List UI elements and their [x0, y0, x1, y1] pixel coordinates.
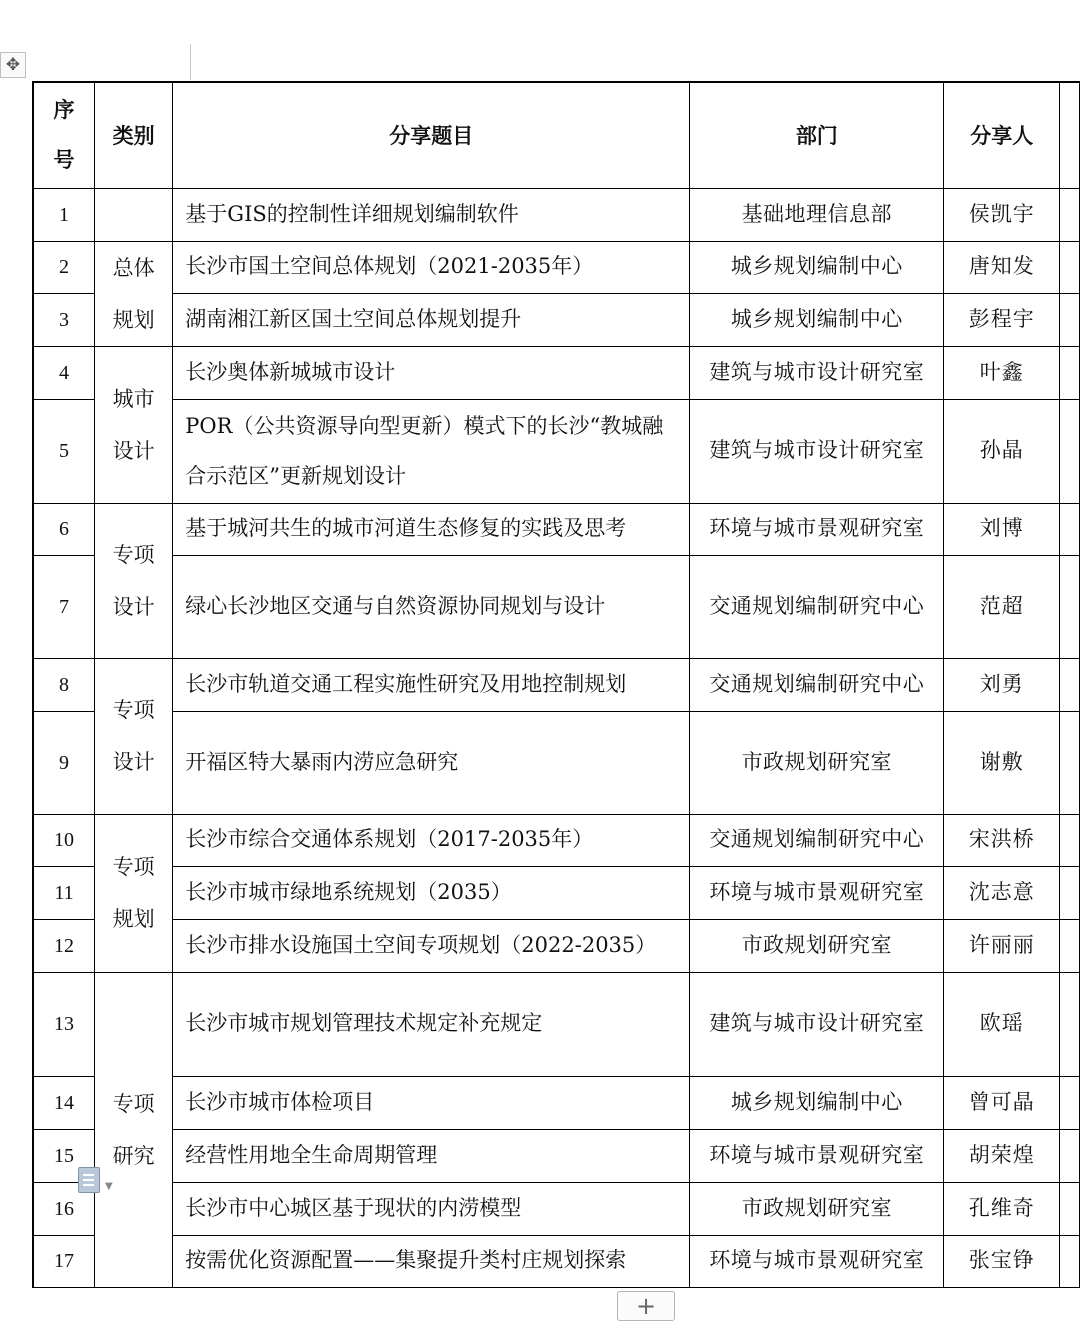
plus-icon: + [635, 1292, 657, 1320]
topic-cell: 长沙市轨道交通工程实施性研究及用地控制规划 [173, 658, 690, 711]
header-topic: 分享题目 [173, 82, 690, 188]
table-row [33, 399, 1080, 503]
category-cell: 专项 规划 [95, 814, 173, 972]
presenter-cell: 沈志意 [944, 866, 1060, 919]
topic-cell: 长沙市排水设施国土空间专项规划（2022-2035） [173, 919, 690, 972]
topic-cell: 长沙奥体新城城市设计 [173, 346, 690, 399]
presenter-cell: 刘勇 [944, 658, 1060, 711]
presenter-cell: 叶鑫 [944, 346, 1060, 399]
row-number: 9 [33, 711, 95, 814]
presenter-cell: 宋洪桥 [944, 814, 1060, 866]
move-arrows-icon: ✥ [5, 55, 21, 75]
department-cell: 建筑与城市设计研究室 [690, 972, 944, 1076]
department-cell: 环境与城市景观研究室 [690, 866, 944, 919]
overflow-cell [1060, 866, 1080, 919]
topic-cell: 湖南湘江新区国土空间总体规划提升 [173, 293, 690, 346]
topic-cell: POR（公共资源导向型更新）模式下的长沙“教城融合示范区”更新规划设计 [173, 399, 690, 503]
overflow-cell [1060, 399, 1080, 503]
department-cell: 城乡规划编制中心 [690, 293, 944, 346]
department-cell: 建筑与城市设计研究室 [690, 399, 944, 503]
overflow-cell [1060, 814, 1080, 866]
overflow-column [1060, 82, 1080, 188]
category-cell: 城市 设计 [95, 346, 173, 503]
overflow-cell [1060, 188, 1080, 241]
table-row [33, 503, 1080, 555]
row-number: 16 [33, 1182, 95, 1235]
row-number: 14 [33, 1076, 95, 1129]
row-number: 4 [33, 346, 95, 399]
overflow-cell [1060, 1182, 1080, 1235]
table-row [33, 293, 1080, 346]
topic-cell: 基于GIS的控制性详细规划编制软件 [173, 188, 690, 241]
row-number: 17 [33, 1235, 95, 1287]
table-row [33, 346, 1080, 399]
department-cell: 城乡规划编制中心 [690, 1076, 944, 1129]
department-cell: 环境与城市景观研究室 [690, 1235, 944, 1287]
table-row [33, 555, 1080, 658]
add-row-button[interactable] [617, 1291, 675, 1321]
table-row [33, 919, 1080, 972]
row-number: 13 [33, 972, 95, 1076]
chevron-down-icon: ▼ [105, 1180, 113, 1192]
table-row [33, 972, 1080, 1076]
topic-cell: 长沙市中心城区基于现状的内涝模型 [173, 1182, 690, 1235]
presenter-cell: 侯凯宇 [944, 188, 1060, 241]
overflow-cell [1060, 503, 1080, 555]
presenter-cell: 胡荣煌 [944, 1129, 1060, 1182]
department-cell: 环境与城市景观研究室 [690, 1129, 944, 1182]
department-cell: 市政规划研究室 [690, 711, 944, 814]
sharing-schedule-table [32, 81, 1080, 1288]
row-number: 10 [33, 814, 95, 866]
row-number: 5 [33, 399, 95, 503]
row-number: 7 [33, 555, 95, 658]
table-row [33, 188, 1080, 241]
row-number: 12 [33, 919, 95, 972]
presenter-cell: 刘博 [944, 503, 1060, 555]
row-number: 8 [33, 658, 95, 711]
presenter-cell: 欧瑶 [944, 972, 1060, 1076]
overflow-cell [1060, 346, 1080, 399]
paste-options-button[interactable] [78, 1166, 124, 1194]
topic-cell: 绿心长沙地区交通与自然资源协同规划与设计 [173, 555, 690, 658]
overflow-cell [1060, 1129, 1080, 1182]
department-cell: 交通规划编制研究中心 [690, 814, 944, 866]
category-cell: 专项 设计 [95, 658, 173, 814]
overflow-cell [1060, 919, 1080, 972]
topic-cell: 长沙市城市体检项目 [173, 1076, 690, 1129]
overflow-cell [1060, 972, 1080, 1076]
department-cell: 市政规划研究室 [690, 1182, 944, 1235]
paste-options-icon [78, 1167, 100, 1193]
ruler-marker [190, 44, 191, 80]
overflow-cell [1060, 293, 1080, 346]
department-cell: 交通规划编制研究中心 [690, 555, 944, 658]
header-department: 部门 [690, 82, 944, 188]
overflow-cell [1060, 555, 1080, 658]
department-cell: 交通规划编制研究中心 [690, 658, 944, 711]
department-cell: 建筑与城市设计研究室 [690, 346, 944, 399]
department-cell: 环境与城市景观研究室 [690, 503, 944, 555]
table-row [33, 866, 1080, 919]
table-move-handle[interactable] [0, 52, 26, 78]
header-presenter: 分享人 [944, 82, 1060, 188]
overflow-cell [1060, 241, 1080, 293]
topic-cell: 长沙市国土空间总体规划（2021-2035年） [173, 241, 690, 293]
row-number: 3 [33, 293, 95, 346]
table-row [33, 711, 1080, 814]
overflow-cell [1060, 658, 1080, 711]
header-row [33, 82, 1080, 188]
table-row [33, 1235, 1080, 1287]
topic-cell: 基于城河共生的城市河道生态修复的实践及思考 [173, 503, 690, 555]
table-row [33, 1129, 1080, 1182]
presenter-cell: 孙晶 [944, 399, 1060, 503]
header-category: 类别 [95, 82, 173, 188]
row-number: 11 [33, 866, 95, 919]
table-row [33, 1076, 1080, 1129]
header-num: 序 号 [33, 82, 95, 188]
presenter-cell: 张宝铮 [944, 1235, 1060, 1287]
row-number: 2 [33, 241, 95, 293]
category-cell: 专项 研究 [95, 972, 173, 1287]
table-row [33, 1182, 1080, 1235]
presenter-cell: 许丽丽 [944, 919, 1060, 972]
department-cell: 基础地理信息部 [690, 188, 944, 241]
row-number: 15 [33, 1129, 95, 1182]
presenter-cell: 彭程宇 [944, 293, 1060, 346]
table-row [33, 814, 1080, 866]
topic-cell: 长沙市城市绿地系统规划（2035） [173, 866, 690, 919]
overflow-cell [1060, 711, 1080, 814]
row-number: 6 [33, 503, 95, 555]
department-cell: 城乡规划编制中心 [690, 241, 944, 293]
presenter-cell: 唐知发 [944, 241, 1060, 293]
table-row [33, 241, 1080, 293]
topic-cell: 按需优化资源配置——集聚提升类村庄规划探索 [173, 1235, 690, 1287]
topic-cell: 经营性用地全生命周期管理 [173, 1129, 690, 1182]
presenter-cell: 曾可晶 [944, 1076, 1060, 1129]
presenter-cell: 谢敷 [944, 711, 1060, 814]
category-cell: 专项 设计 [95, 503, 173, 658]
table-row [33, 658, 1080, 711]
topic-cell: 长沙市城市规划管理技术规定补充规定 [173, 972, 690, 1076]
category-cell: 总体 规划 [95, 241, 173, 346]
topic-cell: 开福区特大暴雨内涝应急研究 [173, 711, 690, 814]
presenter-cell: 范超 [944, 555, 1060, 658]
overflow-cell [1060, 1235, 1080, 1287]
row-number: 1 [33, 188, 95, 241]
topic-cell: 长沙市综合交通体系规划（2017-2035年） [173, 814, 690, 866]
category-cell [95, 188, 173, 241]
presenter-cell: 孔维奇 [944, 1182, 1060, 1235]
department-cell: 市政规划研究室 [690, 919, 944, 972]
overflow-cell [1060, 1076, 1080, 1129]
